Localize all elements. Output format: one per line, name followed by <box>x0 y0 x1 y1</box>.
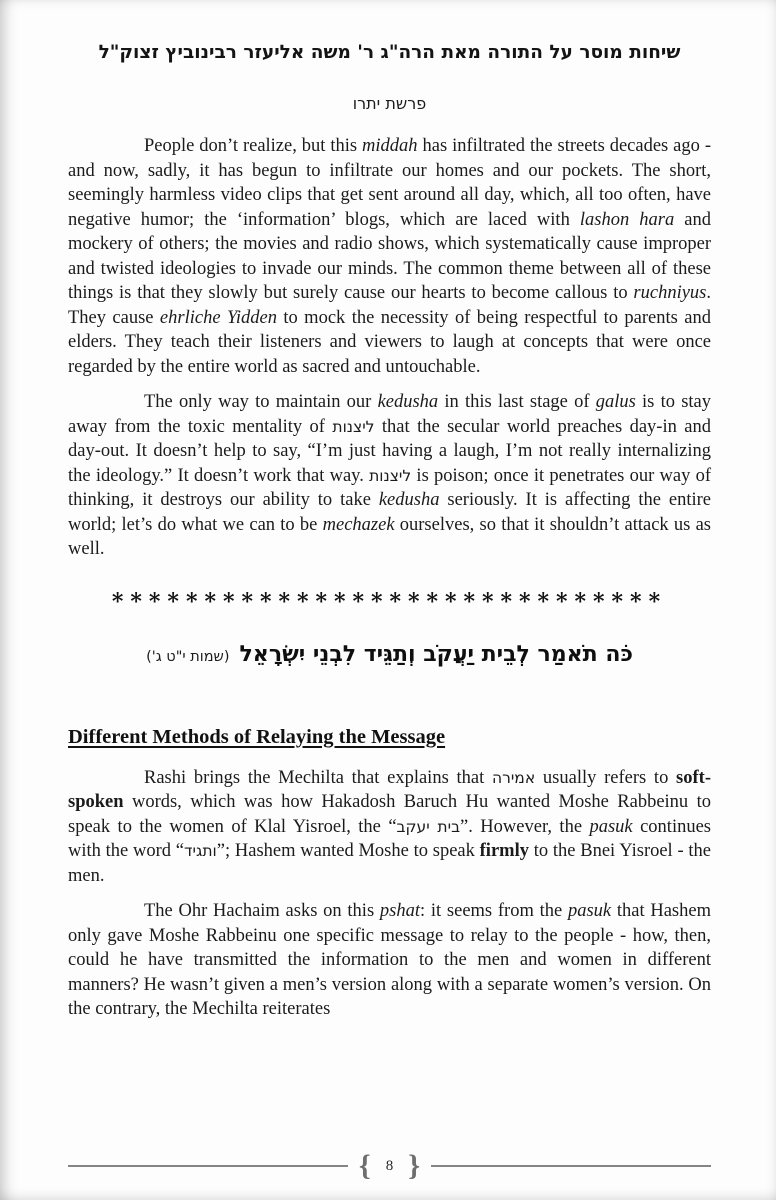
page-number: 8 <box>385 1157 394 1174</box>
text-segment: kedusha <box>377 392 439 412</box>
text-segment: galus <box>595 392 636 412</box>
text-segment: and mockery of others; the movies and radio shows, which systematically cause improper and twisted ideologies to invade our minds. The common theme between all of these things is that they slowly but surely cause our hearts to become callous to <box>68 209 711 303</box>
text-segment: firmly <box>479 841 529 861</box>
inline-hebrew-term: בית יעקב <box>396 817 461 836</box>
text-segment: soft-spoken <box>68 767 711 812</box>
text-segment: is to stay away from the toxic mentality of <box>68 392 712 437</box>
text-segment: that the secular world preaches day-in and day-out. It doesn’t help to say, “I’m just having a laugh, I’m not really internalizing the ideology.” It doesn’t work that way. <box>68 416 711 486</box>
footer-rule-right <box>431 1165 711 1167</box>
text-segment: . They cause <box>68 283 711 328</box>
text-segment: People don’t realize, but this <box>144 136 363 156</box>
page-number-bracket-right: } <box>408 1149 421 1182</box>
paragraph-rashi-mechilta <box>68 766 711 889</box>
section-heading: Different Methods of Relaying the Message <box>68 725 446 748</box>
text-segment: to the Bnei Yisroel - the men. <box>68 841 711 886</box>
paragraph-ohr-hachaim <box>68 899 711 1022</box>
text-segment: pasuk <box>567 901 612 921</box>
inline-hebrew-term: אמירה <box>491 768 536 787</box>
page-body <box>68 134 711 1022</box>
text-segment: continues with the word “ <box>68 816 711 861</box>
text-segment: usually refers to <box>535 767 677 788</box>
page-footer <box>68 1146 711 1186</box>
document-title: שיחות מוסר על התורה מאת הרה"ג ר' משה אליעזר רבינוביץ זצוק"ל <box>98 42 681 63</box>
text-segment: seriously. It is affecting the entire world; let’s do what we can to be <box>68 490 711 535</box>
footer-rule-left <box>68 1165 348 1167</box>
text-segment: The only way to maintain our <box>144 392 378 412</box>
text-segment: lashon hara <box>579 209 675 230</box>
text-segment: has infiltrated the streets decades ago - and now, sadly, it has begun to infiltrate our homes and our pockets. The short, seemingly harmless video clips that get sent around all day, which, all too often, have negative humor; the ‘information’ blogs, which are laced with <box>68 136 711 230</box>
page-header <box>68 40 711 116</box>
text-segment: ehrliche Yidden <box>159 307 277 328</box>
text-segment: in this last stage of <box>438 392 596 412</box>
pasuk-text: כֹּה תֹאמַר לְבֵית יַעֲקֹב וְתַגֵּיד לִבְנֵי יִשְׂרָאֵל <box>239 641 633 667</box>
text-segment: kedusha <box>378 490 440 510</box>
inline-hebrew-term: ותגיד <box>184 842 217 860</box>
text-segment: mechazek <box>322 514 395 535</box>
text-segment: : it seems from the <box>420 901 568 921</box>
text-segment: The Ohr Hachaim asks on this <box>144 901 380 921</box>
asterisk-separator: ****************************** <box>111 588 668 615</box>
inline-hebrew-term: ליצנות <box>332 417 375 436</box>
text-segment: words, which was how Hakadosh Baruch Hu wanted Moshe Rabbeinu to speak to the women of Klal Yisroel, the “ <box>68 792 711 837</box>
text-segment: pshat <box>379 901 420 921</box>
text-segment: ”; Hashem wanted Moshe to speak <box>216 841 480 861</box>
text-segment: that Hashem only gave Moshe Rabbeinu one specific message to relay to the people - how, then, could he have transmitted the information to the men and women in different manners? He wasn’t given a men’s version along with a separate women’s version. On the contrary, the Mechilta reiterates <box>68 901 711 1019</box>
text-segment: middah <box>362 136 418 156</box>
parsha-subtitle: פרשת יתרו <box>352 94 427 113</box>
page-number-bracket-left: { <box>358 1149 371 1182</box>
pasuk-line <box>68 638 711 674</box>
text-segment: ruchniyus <box>633 283 707 303</box>
text-segment: pasuk <box>589 816 633 837</box>
paragraph-maintain-kedusha <box>68 390 711 562</box>
text-segment: is poison; once it penetrates our way of thinking, it destroys our ability to take <box>68 465 711 510</box>
text-segment: ”. However, the <box>460 816 590 837</box>
pasuk-citation: (שמות י"ט ג') <box>146 648 230 665</box>
text-segment: ourselves, so that it shouldn’t attack us as well. <box>68 514 712 559</box>
text-segment: to mock the necessity of being respectful to parents and elders. They teach their listeners and viewers to laugh at concepts that were once regarded by the entire world as sacred and untouchable. <box>68 307 711 377</box>
paragraph-middah-infiltrated <box>68 134 711 379</box>
text-segment: Rashi brings the Mechilta that explains that <box>144 767 492 788</box>
inline-hebrew-term: ליצנות <box>369 466 412 485</box>
